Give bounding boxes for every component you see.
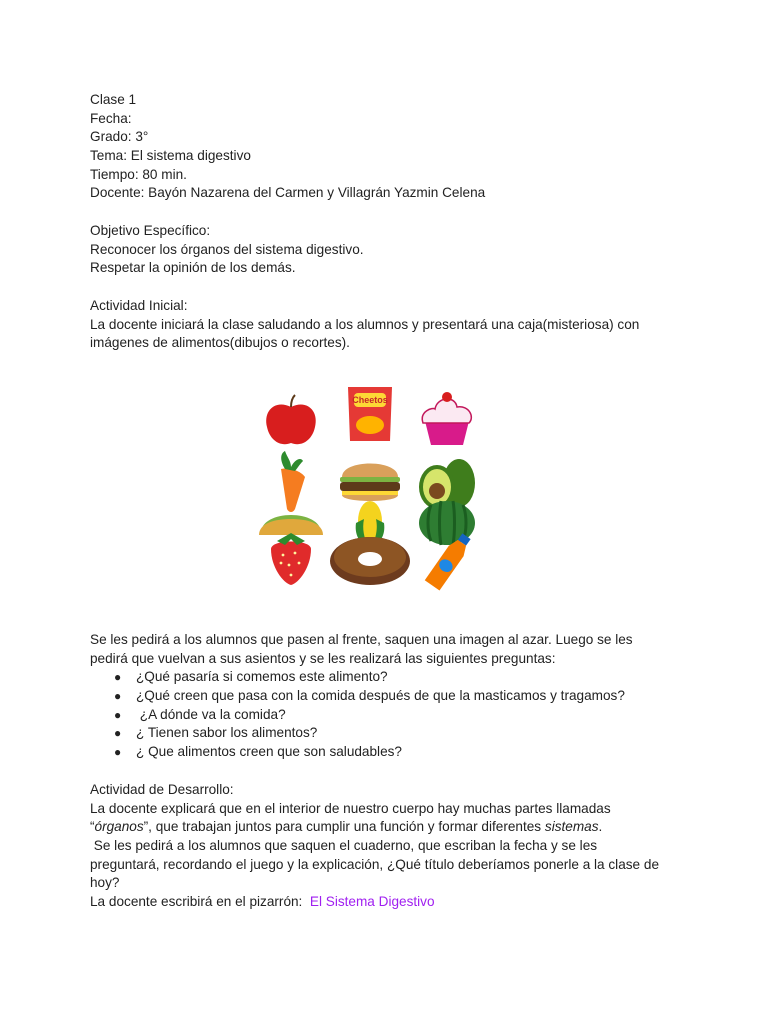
objective-section xyxy=(90,222,690,278)
lesson-header xyxy=(90,91,690,203)
strawberry-icon xyxy=(255,527,327,591)
bullet-icon: ● xyxy=(114,670,122,685)
list-item xyxy=(90,687,690,706)
cupcake-icon xyxy=(411,387,483,451)
development-heading: Actividad de Desarrollo: xyxy=(90,782,234,797)
bullet-icon: ● xyxy=(114,707,122,722)
initial-activity-text: La docente iniciará la clase saludando a los alumnos y presentará una caja(misteriosa) con xyxy=(90,316,640,332)
list-item xyxy=(90,706,690,725)
development-section xyxy=(90,781,690,912)
board-sentence xyxy=(90,893,690,912)
objective-heading: Objetivo Específico: xyxy=(90,223,211,238)
question-text: ¿ Tienen sabor los alimentos? xyxy=(136,725,318,741)
systems-term: sistemas xyxy=(544,819,599,835)
topic-field: Tema: El sistema digestivo xyxy=(90,148,251,164)
apple-icon xyxy=(255,391,327,455)
date-field: Fecha: xyxy=(90,110,132,126)
development-text: hoy? xyxy=(90,875,120,891)
question-text: ¿Qué pasaría si comemos este alimento? xyxy=(136,669,388,685)
questions-intro-text: pedirá que vuelvan a sus asientos y se les realizará las siguientes preguntas: xyxy=(90,650,556,666)
initial-activity-section xyxy=(90,297,690,353)
organs-term: órganos xyxy=(94,819,144,835)
question-list xyxy=(90,668,690,761)
initial-activity-heading: Actividad Inicial: xyxy=(90,298,188,313)
food-images xyxy=(255,383,485,588)
cheetos-logo-text: Cheetos xyxy=(352,395,388,405)
period: . xyxy=(598,819,603,835)
questions-section xyxy=(90,631,690,762)
duration-field: Tiempo: 80 min. xyxy=(90,166,187,182)
development-text-middle: ”, que trabajan juntos para cumplir una función y formar diferentes xyxy=(143,819,545,835)
bullet-icon: ● xyxy=(114,745,122,760)
question-text: ¿A dónde va la comida? xyxy=(136,706,286,722)
development-text xyxy=(90,818,690,837)
question-text: ¿ Que alimentos creen que son saludables? xyxy=(136,744,402,760)
cheetos-bag-icon xyxy=(334,383,406,447)
bullet-icon: ● xyxy=(114,689,122,704)
board-sentence-text: La docente escribirá en el pizarrón: xyxy=(90,894,310,910)
teachers-field: Docente: Bayón Nazarena del Carmen y Villagrán Yazmin Celena xyxy=(90,185,486,201)
soda-bottle-icon xyxy=(413,531,485,595)
question-text: ¿Qué creen que pasa con la comida después de que la masticamos y tragamos? xyxy=(136,688,625,704)
list-item xyxy=(90,668,690,687)
class-number: Clase 1 xyxy=(90,92,137,107)
list-item xyxy=(90,724,690,743)
donut-icon xyxy=(327,527,413,591)
board-title-highlight: El Sistema Digestivo xyxy=(309,894,435,910)
bullet-icon: ● xyxy=(114,726,122,741)
questions-intro-text: Se les pedirá a los alumnos que pasen al frente, saquen una imagen al azar. Luego se les xyxy=(90,632,633,647)
development-text: preguntará, recordando el juego y la explicación, ¿Qué título deberíamos ponerle a la clase de xyxy=(90,856,660,872)
objective-item: Reconocer los órganos del sistema digestivo. xyxy=(90,241,364,257)
initial-activity-text: imágenes de alimentos(dibujos o recortes). xyxy=(90,335,350,351)
list-item xyxy=(90,743,690,762)
development-text: La docente explicará que en el interior de nuestro cuerpo hay muchas partes llamadas xyxy=(90,800,611,816)
grade-field: Grado: 3° xyxy=(90,129,149,145)
development-text: Se les pedirá a los alumnos que saquen el cuaderno, que escriban la fecha y se les xyxy=(90,838,598,854)
open-quote: “ xyxy=(90,819,95,835)
objective-item: Respetar la opinión de los demás. xyxy=(90,260,296,276)
